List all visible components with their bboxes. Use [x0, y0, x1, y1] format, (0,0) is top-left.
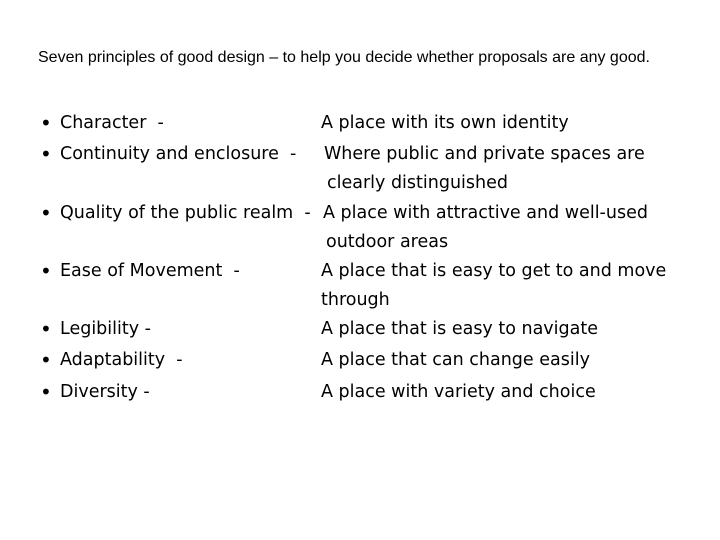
principle-label: Character -	[60, 113, 164, 133]
principle-description-line: A place with variety and choice	[321, 382, 596, 402]
principle-description-line: A place that is easy to navigate	[321, 319, 598, 339]
principle-description	[321, 257, 666, 315]
principle-label: Diversity -	[60, 382, 150, 402]
bullet-icon: •	[40, 259, 52, 283]
principle-description	[324, 140, 645, 198]
bullet-icon: •	[40, 317, 52, 341]
bullet-icon: •	[40, 111, 52, 135]
principle-description-line: A place that is easy to get to and move	[321, 261, 667, 281]
principle-description	[323, 199, 648, 257]
principle-description-line: Where public and private spaces are	[324, 144, 645, 164]
principle-description	[321, 346, 590, 375]
principle-description-line: through	[321, 290, 390, 310]
principle-description-line: A place with attractive and well-used	[323, 203, 648, 223]
bullet-icon: •	[40, 380, 52, 404]
principle-description	[321, 378, 596, 407]
principle-description-line: outdoor areas	[326, 232, 449, 252]
principle-label: Quality of the public realm -	[60, 203, 311, 223]
principle-description	[321, 109, 569, 138]
principle-description-line: A place with its own identity	[321, 113, 569, 133]
bullet-icon: •	[40, 201, 52, 225]
principle-label: Ease of Movement -	[60, 261, 240, 281]
principle-description-line: clearly distinguished	[327, 173, 508, 193]
principle-label: Continuity and enclosure -	[60, 144, 297, 164]
slide-title: Seven principles of good design – to help you decide whether proposals are any good.	[38, 49, 650, 66]
principle-label: Legibility -	[60, 319, 151, 339]
principle-label: Adaptability -	[60, 350, 183, 370]
bullet-icon: •	[40, 348, 52, 372]
principle-description-line: A place that can change easily	[321, 350, 590, 370]
principle-description	[321, 315, 598, 344]
bullet-icon: •	[40, 142, 52, 166]
